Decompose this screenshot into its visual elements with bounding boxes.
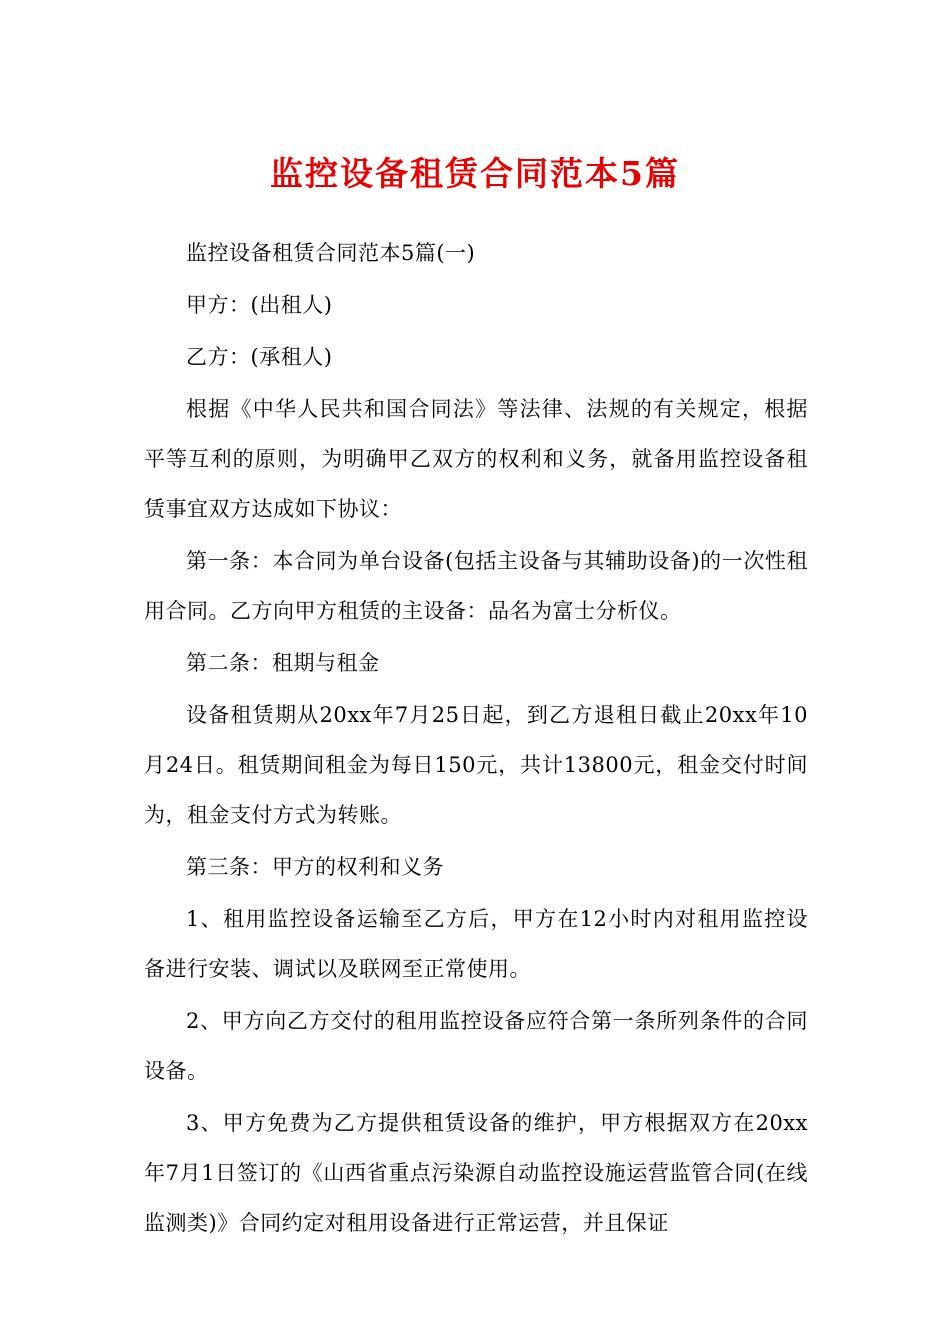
paragraph-party-a: 甲方：(出租人): [186, 293, 333, 317]
paragraph-article-2-heading: 第二条：租期与租金: [186, 651, 380, 675]
paragraph-party-b: 乙方：(承租人): [186, 345, 333, 369]
paragraph-clause-2: 2、甲方向乙方交付的租用监控设备应符合第一条所列条件的合同设备。: [144, 1009, 808, 1083]
paragraph-clause-3: 3、甲方免费为乙方提供租赁设备的维护，甲方根据双方在20xx年7月1日签订的《山西省重点污染源自动监控设施运营监管合同(在线监测类)》合同约定对租用设备进行正常运营，并且保证: [144, 1111, 808, 1235]
document-body: [144, 228, 808, 1250]
paragraph-article-2-body: 设备租赁期从20xx年7月25日起，到乙方退租日截止20xx年10月24日。租赁期间租金为每日150元，共计13800元，租金交付时间为，租金支付方式为转账。: [144, 703, 808, 827]
paragraph-clause-1: 1、租用监控设备运输至乙方后，甲方在12小时内对租用监控设备进行安装、调试以及联网至正常使用。: [144, 907, 808, 981]
paragraph-preamble: 根据《中华人民共和国合同法》等法律、法规的有关规定，根据平等互利的原则，为明确甲乙双方的权利和义务，就备用监控设备租赁事宜双方达成如下协议：: [144, 397, 808, 521]
paragraph-article-1: 第一条：本合同为单台设备(包括主设备与其辅助设备)的一次性租用合同。乙方向甲方租赁的主设备：品名为富士分析仪。: [144, 549, 808, 623]
document-title: 监控设备租赁合同范本5篇: [270, 154, 680, 194]
paragraph-section-heading: 监控设备租赁合同范本5篇(一): [186, 241, 476, 265]
paragraph-article-3-heading: 第三条：甲方的权利和义务: [186, 855, 444, 879]
